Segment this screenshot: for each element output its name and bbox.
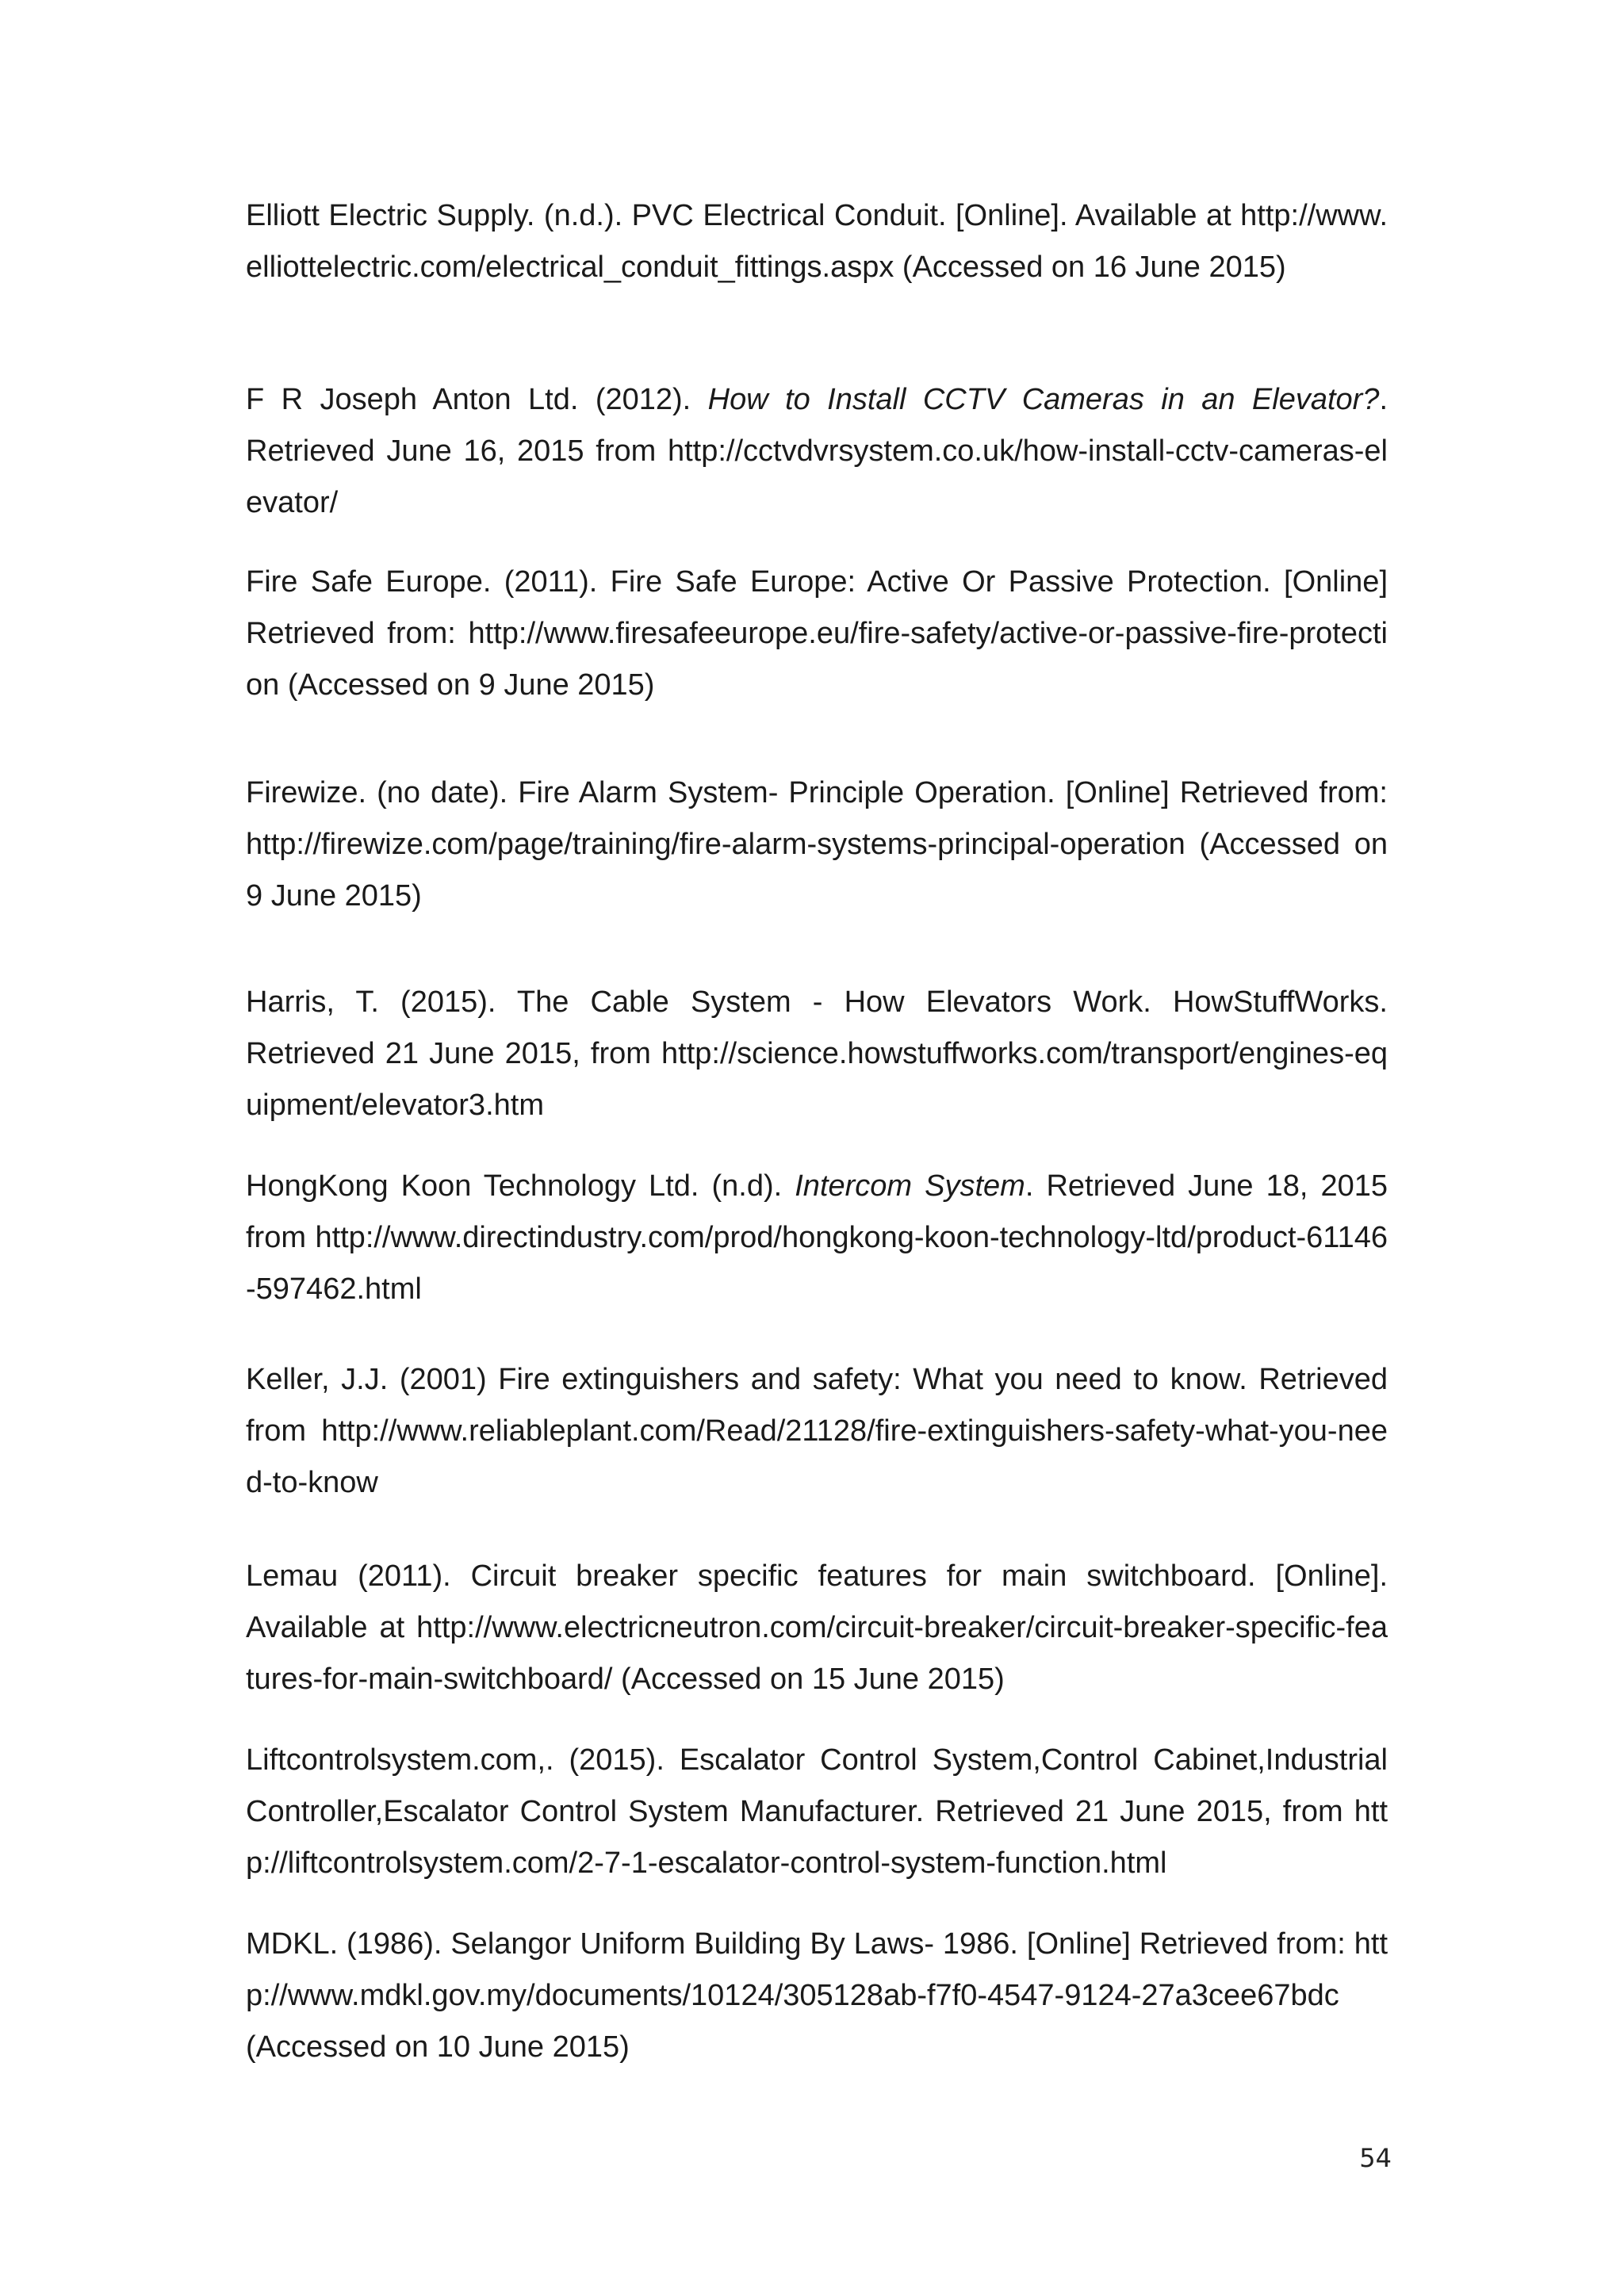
reference-text: Harris, T. (2015). The Cable System - How Elevators Work. HowStuffWorks. Retrieved 21 June 2015, from <box>246 985 1388 1070</box>
reference-url: http://www.electricneutron.com/circuit-breaker/circuit-breaker-specific-features-for-main-switchboard/ <box>246 1611 1388 1696</box>
reference-entry <box>246 1354 1388 1509</box>
reference-text: Fire Safe Europe. (2011). Fire Safe Europe: Active Or Passive Protection. [Online] Retrieved from: <box>246 565 1388 650</box>
reference-text: (Accessed on 9 June 2015) <box>246 828 1388 913</box>
reference-entry <box>246 190 1388 293</box>
reference-text: Liftcontrolsystem.com,. (2015). Escalator Control System,Control Cabinet,Industrial Controller,Escalator Control System Manufacturer. Retrieved 21 June 2015, from <box>246 1743 1388 1828</box>
reference-text: (Accessed on 10 June 2015) <box>246 2030 630 2064</box>
reference-url: http://www.elliottelectric.com/electrical_conduit_fittings.aspx <box>246 199 1388 284</box>
reference-text: Elliott Electric Supply. (n.d.). PVC Electrical Conduit. [Online]. Available at <box>246 199 1241 232</box>
page-number: 54 <box>1359 2143 1392 2173</box>
reference-entry <box>246 557 1388 711</box>
reference-text: Firewize. (no date). Fire Alarm System- Principle Operation. [Online] Retrieved from: <box>246 776 1388 809</box>
reference-url: http://www.reliableplant.com/Read/21128/fire-extinguishers-safety-what-you-need-to-know <box>246 1414 1388 1499</box>
reference-title: How to Install CCTV Cameras in an Elevator? <box>707 383 1380 416</box>
reference-text: MDKL. (1986). Selangor Uniform Building By Laws- 1986. [Online] Retrieved from: <box>246 1927 1354 1961</box>
reference-url: http://www.directindustry.com/prod/hongkong-koon-technology-ltd/product-61146-597462.html <box>246 1221 1388 1306</box>
reference-text: Lemau (2011). Circuit breaker specific features for main switchboard. [Online]. Available at <box>246 1559 1388 1644</box>
reference-text: HongKong Koon Technology Ltd. (n.d). <box>246 1169 795 1203</box>
reference-title: Intercom System <box>795 1169 1025 1203</box>
reference-entry <box>246 1735 1388 1889</box>
reference-entry <box>246 374 1388 529</box>
reference-url: http://firewize.com/page/training/fire-alarm-systems-principal-operation <box>246 828 1185 861</box>
reference-url: http://www.firesafeeurope.eu/fire-safety/active-or-passive-fire-protection <box>246 617 1388 702</box>
reference-text: . Retrieved June 18, 2015 from <box>246 1169 1388 1254</box>
reference-entry <box>246 1919 1388 2073</box>
reference-text: (Accessed on 15 June 2015) <box>612 1663 1005 1696</box>
reference-entry <box>246 977 1388 1131</box>
reference-text: . Retrieved June 16, 2015 from <box>246 383 1388 468</box>
reference-url: http://science.howstuffworks.com/transport/engines-equipment/elevator3.htm <box>246 1037 1388 1122</box>
reference-entry <box>246 767 1388 922</box>
reference-text: F R Joseph Anton Ltd. (2012). <box>246 383 708 416</box>
reference-text: (Accessed on 16 June 2015) <box>894 251 1286 284</box>
reference-url: http://www.mdkl.gov.my/documents/10124/305128ab-f7f0-4547-9124-27a3cee67bdc <box>246 1927 1388 2012</box>
reference-entry <box>246 1161 1388 1315</box>
reference-text: Keller, J.J. (2001) Fire extinguishers and safety: What you need to know. Retrieved from <box>246 1363 1388 1448</box>
reference-entry <box>246 1551 1388 1705</box>
reference-url: http://liftcontrolsystem.com/2-7-1-escalator-control-system-function.html <box>246 1795 1388 1880</box>
reference-text: (Accessed on 9 June 2015) <box>279 668 655 702</box>
reference-url: http://cctvdvrsystem.co.uk/how-install-cctv-cameras-elevator/ <box>246 434 1388 519</box>
